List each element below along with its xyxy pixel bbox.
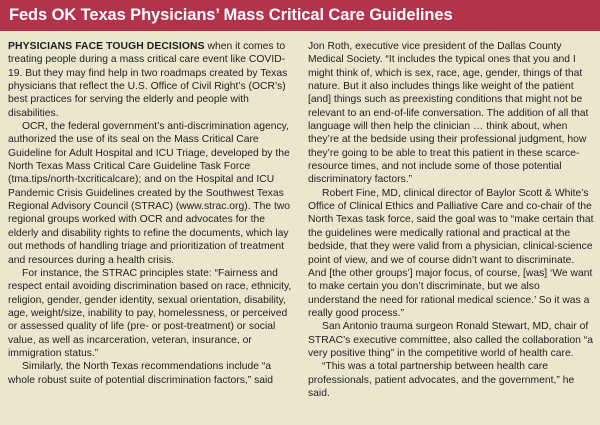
paragraph-6: Robert Fine, MD, clinical director of Baylor Scott & White’s Office of Clinical Ethics and Palliative Care and co-chair of the North Texas task force, said the goal was to “make certain that the guidelines were medically rational and practical at the bedside, that they were valid from a physician, clinical-science point of view, and we of course didn’t want to discriminate. And [the other groups’] major focus, of course, [was] ‘We want to make certain you don’t discriminate, but we also understand the need for rational medical science.’ So it was a really good process.” [308, 187, 594, 319]
paragraph-3: For instance, the STRAC principles state: “Fairness and respect entail avoiding discrimination based on race, ethnicity, religion, gender, gender identity, sexual orientation, disability, age, weight/size, inability to pay, homelessness, or perceived or assessed quality of life (pre- or post-treatment) or social value, as well as incarceration, veteran, insurance, or immigration status.” [8, 267, 292, 359]
article-title: Feds OK Texas Physicians’ Mass Critical Care Guidelines [0, 0, 600, 31]
paragraph-7: San Antonio trauma surgeon Ronald Stewart, MD, chair of STRAC’s executive committee, also called the collaboration “a very positive thing” in the competitive world of health care. [308, 321, 593, 359]
paragraph-5: Jon Roth, executive vice president of the Dallas County Medical Society. “It includes the typical ones that you and I might think of, which is sex, race, age, gender, things of that nature. But it also includes things like weight of the patient [and] things such as preexisting conditions that might not be relevant to an end-of-life conversation. The addition of all that language will then help the clinician … think about, when they’re at the bedside using their professional judgment, how they’re going to be able to treat this patient in these scarce-resource times, and not include some of those potential discriminatory factors.” [308, 41, 589, 186]
lead-in-text: PHYSICIANS FACE TOUGH DECISIONS [8, 41, 205, 52]
left-column [8, 40, 292, 387]
paragraph-1 [8, 40, 292, 120]
paragraph-2: OCR, the federal government’s anti-discrimination agency, authorized the use of its seal on the Mass Critical Care Guideline for Adult Hospital and ICU Triage, developed by the North Texas Mass Critical Care Guideline Task Force (tma.tips/north-txcriticalcare); and on the Hospital and ICU Pandemic Crisis Guidelines created by the Southwest Texas Regional Advisory Council (STRAC) (www.strac.org). The two regional groups worked with OCR and advocates for the elderly and disability rights to refine the documents, which lay out methods of handling triage and prioritization of treatment and resources during a health crisis. [8, 121, 291, 266]
paragraph-1-text: when it comes to treating people during a mass critical care event like COVID-19. But they may find help in two roadmaps created by Texas physicians that reflect the U.S. Office of Civil Right’s (OCR’s) best practices for serving the elderly and people with disabilities. [8, 41, 288, 119]
paragraph-4: Similarly, the North Texas recommendations include “a whole robust suite of potential discrimination factors,” said [8, 361, 274, 386]
right-column [308, 40, 594, 400]
paragraph-8: “This was a total partnership between health care professionals, patient advocates, and the government,” he said. [308, 361, 575, 399]
